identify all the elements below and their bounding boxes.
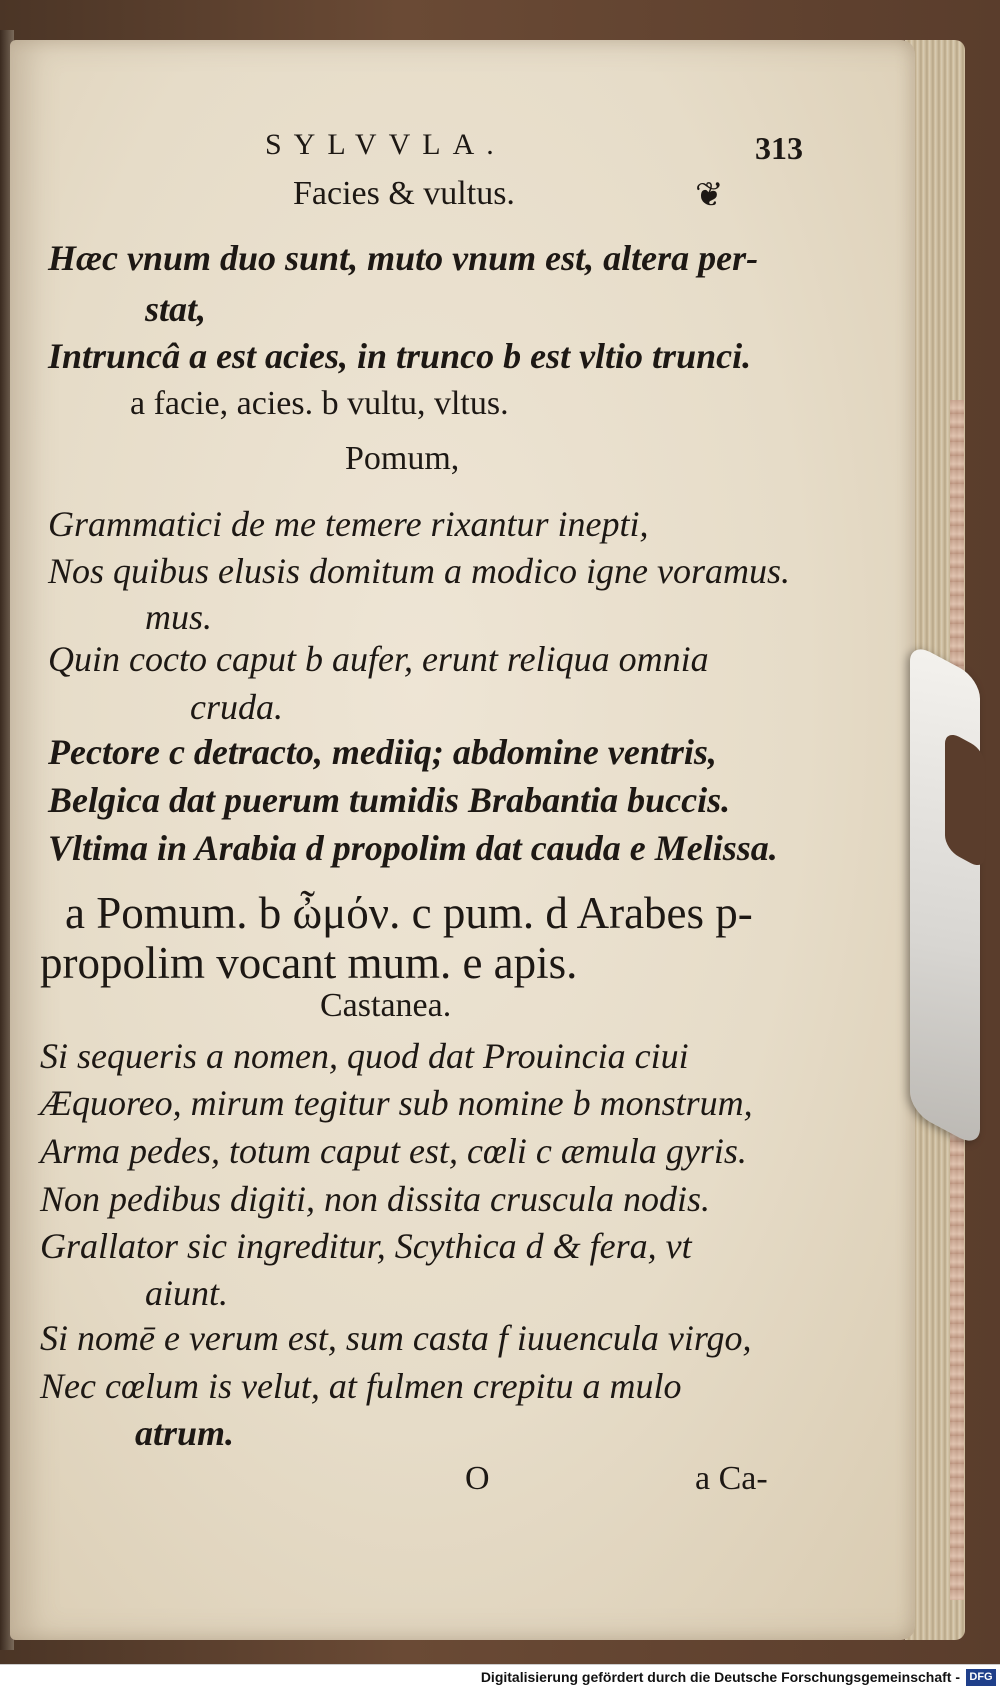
dfg-logo: DFG (966, 1669, 996, 1686)
page-number: 313 (755, 130, 803, 166)
text-line-title-1: Facies & vultus. (293, 175, 515, 212)
text-line-l5: Grammatici de me temere rixantur inepti, (48, 504, 649, 544)
text-line-signature: O (465, 1460, 490, 1497)
text-line-l12: Vltima in Arabia d propolim dat cauda e Melissa. (48, 828, 778, 868)
text-line-l20: aiunt. (145, 1273, 229, 1313)
text-line-l10: Pectore c detracto, mediiq; abdomine ventris, (48, 732, 717, 772)
running-head: SYLVVLA. (265, 128, 506, 161)
bookmark-tab-hole (945, 729, 985, 870)
text-line-title-3: Castanea. (320, 987, 452, 1024)
text-line-l11: Belgica dat puerum tumidis Brabantia buccis. (48, 780, 731, 820)
text-line-l9: cruda. (190, 687, 283, 727)
text-line-l19: Grallator sic ingreditur, Scythica d & fera, vt (40, 1226, 692, 1266)
text-line-l16: Æquoreo, mirum tegitur sub nomine b monstrum, (40, 1083, 753, 1123)
text-line-l4: a facie, acies. b vultu, vltus. (130, 385, 509, 422)
text-line-l18: Non pedibus digiti, non dissita cruscula nodis. (40, 1179, 711, 1219)
text-line-l14: propolim vocant mum. e apis. (40, 938, 578, 988)
footer-credit: Digitalisierung gefördert durch die Deutsche Forschungsgemeinschaft - (480, 1669, 960, 1685)
bookmark-tab (910, 641, 980, 1148)
text-line-l21: Si nomē e verum est, sum casta f iuuencula virgo, (40, 1318, 752, 1358)
text-line-title-2: Pomum, (345, 440, 460, 477)
text-line-l2: stat, (145, 289, 207, 329)
text-line-l1: Hæc vnum duo sunt, muto vnum est, altera per- (48, 238, 759, 278)
text-line-l8: Quin cocto caput b aufer, erunt reliqua omnia (48, 639, 709, 679)
text-line-l23: atrum. (135, 1413, 235, 1453)
footer-bar (0, 1664, 1000, 1691)
text-line-l15: Si sequeris a nomen, quod dat Prouincia ciui (40, 1036, 689, 1076)
text-line-l7: mus. (145, 597, 213, 637)
text-line-l13: a Pomum. b ὦμόν. c pum. d Arabes p- (65, 888, 753, 938)
text-line-catchword: a Ca- (695, 1460, 768, 1497)
text-line-l22: Nec cœlum is velut, at fulmen crepitu a mulo (40, 1366, 682, 1406)
text-line-l3: Intruncâ a est acies, in trunco b est vltio trunci. (48, 336, 752, 376)
text-line-ornament-1: ❦ (695, 177, 724, 214)
text-line-l17: Arma pedes, totum caput est, cœli c æmula gyris. (40, 1131, 747, 1171)
text-line-l6: Nos quibus elusis domitum a modico igne voramus. (48, 551, 790, 591)
